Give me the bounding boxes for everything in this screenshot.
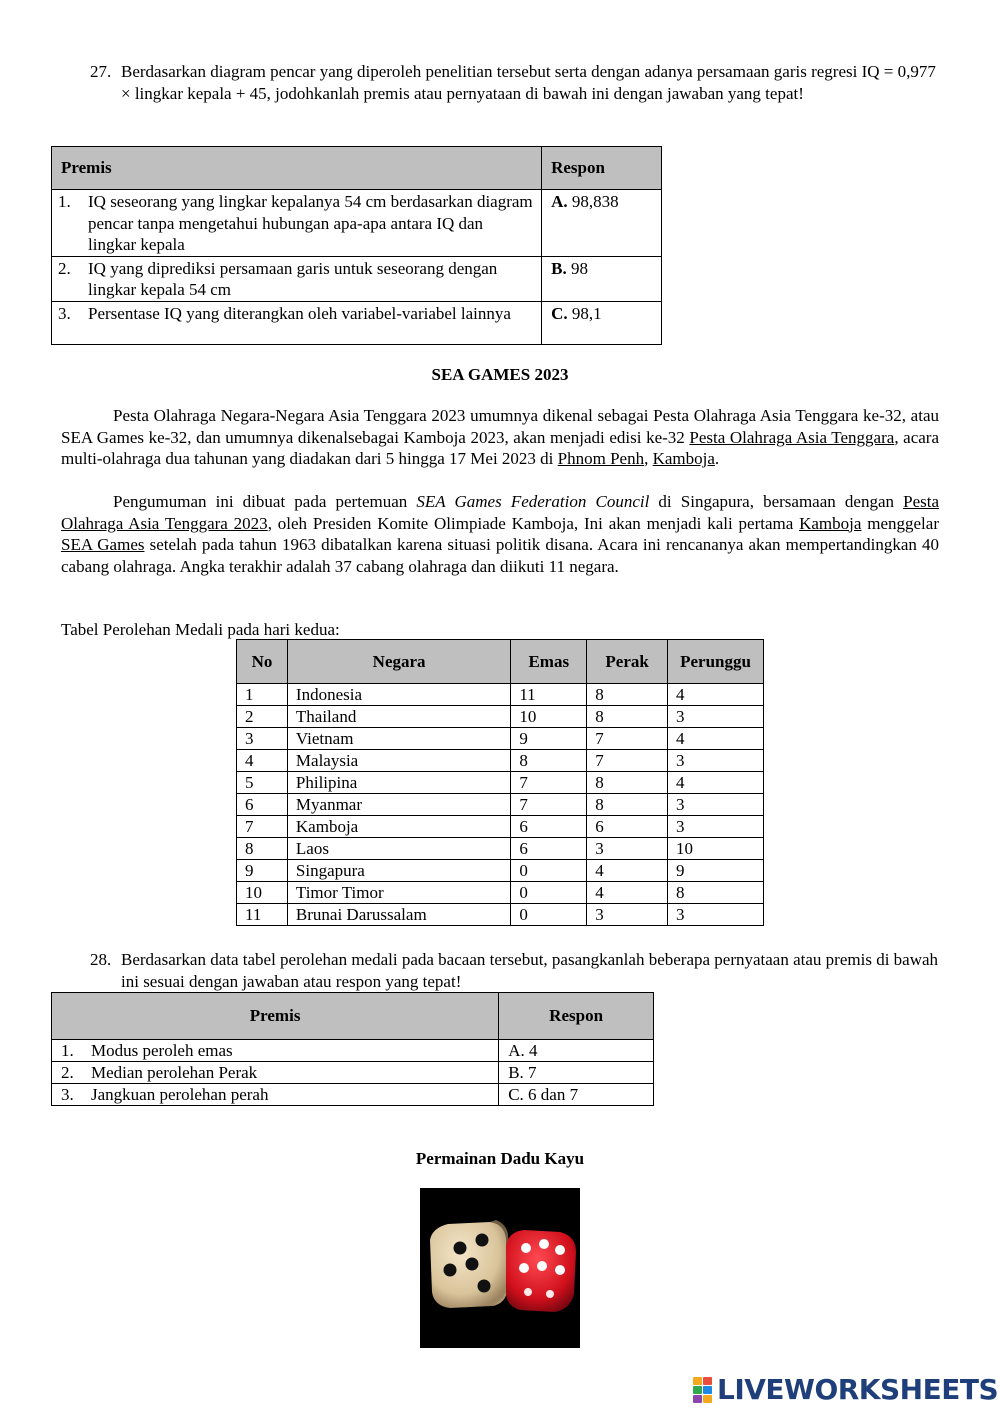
table-header-row	[52, 147, 662, 190]
table-row	[237, 750, 764, 772]
cell-perunggu: 4	[668, 684, 764, 706]
cell-perunggu: 10	[668, 838, 764, 860]
table-label: Tabel Perolehan Medali pada hari kedua:	[61, 620, 340, 639]
link-phnom-penh[interactable]: Phnom Penh	[557, 449, 645, 468]
respon-cell[interactable]: A. 4	[499, 1040, 654, 1062]
cell-no: 2	[237, 706, 288, 728]
respon-cell[interactable]	[542, 190, 662, 257]
premis-number: 2.	[58, 258, 71, 278]
premis-text: Jangkuan perolehan perah	[91, 1085, 269, 1104]
cell-perunggu: 3	[668, 904, 764, 926]
red-die	[506, 1230, 576, 1312]
premis-number: 1.	[61, 1041, 74, 1060]
matching-table-27	[51, 146, 662, 345]
logo-tile	[703, 1395, 712, 1403]
premis-cell	[52, 1062, 499, 1084]
cell-perak: 8	[587, 706, 668, 728]
cell-perunggu: 3	[668, 816, 764, 838]
text-run: Pengumuman ini dibuat pada pertemuan	[113, 492, 417, 511]
respon-value: 98,838	[571, 192, 619, 211]
table-row	[237, 816, 764, 838]
wooden-die	[430, 1220, 510, 1308]
cell-emas: 11	[511, 684, 587, 706]
text-run: , oleh Presiden Komite Olimpiade Kamboja, Ini akan menjadi kali pertama	[267, 513, 800, 533]
text-run: setelah pada tahun 1963 dibatalkan karena situasi politik disana. Acara ini rencananya akan mempertandingkan 40 cabang olahraga. Angka terakhir adalah 37 cabang olahraga dan diikuti 11 negara.	[61, 535, 939, 576]
cell-perak: 3	[587, 904, 668, 926]
cell-no: 10	[237, 882, 288, 904]
premis-cell	[52, 190, 542, 257]
cell-perak: 8	[587, 794, 668, 816]
cell-negara: Myanmar	[287, 794, 510, 816]
header-no: No	[237, 640, 288, 684]
cell-no: 9	[237, 860, 288, 882]
cell-no: 4	[237, 750, 288, 772]
cell-negara: Kamboja	[287, 816, 510, 838]
respon-cell[interactable]	[542, 301, 662, 344]
cell-negara: Philipina	[287, 772, 510, 794]
cell-negara: Singapura	[287, 860, 510, 882]
cell-perunggu: 4	[668, 728, 764, 750]
premis-number: 2.	[61, 1063, 74, 1082]
premis-cell	[52, 1040, 499, 1062]
cell-perak: 4	[587, 860, 668, 882]
question-27	[90, 61, 940, 104]
cell-perunggu: 8	[668, 882, 764, 904]
text-run: , acara multi-olahraga dua tahunan yang diadakan dari 5 hingga 17 Mei 2023 di	[61, 427, 940, 468]
link-pesta-olahraga-2023[interactable]: Pesta Olahraga Asia Tenggara 2023	[61, 492, 939, 533]
link-pesta-olahraga[interactable]: Pesta Olahraga Asia Tenggara	[689, 427, 895, 447]
question-text: Berdasarkan diagram pencar yang diperoleh penelitian tersebut serta dengan adanya persamaan garis regresi IQ = 0,977 × lingkar kepala + 45, jodohkanlah premis atau pernyataan di bawah ini dengan jawaban yang tepat!	[121, 62, 936, 103]
header-premis: Premis	[52, 147, 542, 190]
cell-no: 11	[237, 904, 288, 926]
cell-no: 7	[237, 816, 288, 838]
respon-letter: C.	[551, 303, 568, 323]
table-row	[237, 904, 764, 926]
cell-negara: Indonesia	[287, 684, 510, 706]
logo-tile	[703, 1377, 712, 1385]
table-row	[52, 301, 662, 344]
premis-cell	[52, 1084, 499, 1106]
header-respon: Respon	[542, 147, 662, 190]
question-number: 27.	[90, 62, 112, 81]
cell-emas: 0	[511, 860, 587, 882]
text-run: di Singapura, bersamaan dengan	[649, 492, 904, 511]
text-run: menggelar	[861, 513, 939, 533]
premis-number: 3.	[61, 1085, 74, 1104]
respon-letter: A.	[551, 192, 568, 211]
cell-perunggu: 3	[668, 794, 764, 816]
dice-illustration	[420, 1188, 580, 1348]
text-run: ,	[644, 449, 653, 468]
respon-cell[interactable]	[542, 256, 662, 301]
cell-no: 1	[237, 684, 288, 706]
header-emas: Emas	[511, 640, 587, 684]
premis-cell	[52, 301, 542, 344]
cell-no: 5	[237, 772, 288, 794]
link-sea-games[interactable]: SEA Games	[61, 535, 145, 554]
premis-text: IQ seseorang yang lingkar kepalanya 54 cm berdasarkan diagram pencar tanpa mengetahui hubungan apa-apa antara IQ dan lingkar kepala	[88, 192, 533, 254]
cell-no: 6	[237, 794, 288, 816]
section-title: SEA GAMES 2023	[431, 365, 569, 384]
text-run: Pesta Olahraga Negara-Negara Asia Tenggara 2023 umumnya dikenal sebagai Pesta Olahraga Asia Tenggara ke-32, atau SEA Games ke-32, dan umumnya dikenalsebagai Kamboja 2023, akan menjadi edisi ke-32	[61, 406, 939, 447]
logo-tile	[703, 1386, 712, 1394]
logo-tile	[693, 1386, 702, 1394]
table-row	[237, 882, 764, 904]
link-kamboja[interactable]: Kamboja	[652, 449, 715, 468]
cell-perak: 7	[587, 728, 668, 750]
premis-text: Persentase IQ yang diterangkan oleh variabel-variabel lainnya	[88, 303, 511, 323]
respon-value: 98,1	[571, 303, 602, 323]
table-row	[237, 728, 764, 750]
cell-emas: 8	[511, 750, 587, 772]
cell-perak: 8	[587, 772, 668, 794]
table-row	[237, 706, 764, 728]
brand-watermark	[693, 1373, 998, 1407]
paragraph	[61, 405, 939, 470]
cell-negara: Laos	[287, 838, 510, 860]
question-text: Berdasarkan data tabel perolehan medali pada bacaan tersebut, pasangkanlah beberapa pernyataan atau premis di bawah ini sesuai dengan jawaban atau respon yang tepat!	[121, 950, 939, 991]
liveworksheets-logo-icon	[693, 1377, 713, 1403]
cell-emas: 0	[511, 882, 587, 904]
text-run: .	[714, 449, 720, 468]
table-row	[52, 256, 662, 301]
table-row	[237, 772, 764, 794]
emphasis-text: SEA Games Federation Council	[416, 492, 650, 511]
cell-perunggu: 4	[668, 772, 764, 794]
table-row	[52, 1084, 654, 1106]
cell-perak: 7	[587, 750, 668, 772]
section-title: Permainan Dadu Kayu	[415, 1149, 585, 1168]
header-respon: Respon	[499, 993, 654, 1040]
respon-letter: B.	[551, 258, 567, 278]
cell-perunggu: 9	[668, 860, 764, 882]
cell-perak: 6	[587, 816, 668, 838]
header-perak: Perak	[587, 640, 668, 684]
matching-table-28	[51, 992, 654, 1106]
cell-perak: 4	[587, 882, 668, 904]
cell-no: 3	[237, 728, 288, 750]
cell-emas: 10	[511, 706, 587, 728]
medal-table	[236, 639, 764, 926]
cell-emas: 6	[511, 838, 587, 860]
table-row	[237, 794, 764, 816]
cell-negara: Brunai Darussalam	[287, 904, 510, 926]
cell-negara: Malaysia	[287, 750, 510, 772]
link-kamboja[interactable]: Kamboja	[799, 513, 862, 533]
cell-emas: 9	[511, 728, 587, 750]
header-negara: Negara	[287, 640, 510, 684]
question-number: 28.	[90, 950, 112, 969]
table-row	[52, 1062, 654, 1084]
cell-no: 8	[237, 838, 288, 860]
premis-number: 1.	[58, 192, 71, 211]
cell-emas: 6	[511, 816, 587, 838]
table-row	[237, 860, 764, 882]
cell-negara: Thailand	[287, 706, 510, 728]
table-header-row	[52, 993, 654, 1040]
table-row	[52, 1040, 654, 1062]
premis-text: Median perolehan Perak	[91, 1063, 258, 1082]
table-row	[237, 838, 764, 860]
cell-perak: 3	[587, 838, 668, 860]
paragraph	[61, 491, 939, 577]
header-premis: Premis	[52, 993, 499, 1040]
premis-text: Modus peroleh emas	[91, 1041, 233, 1060]
table-header-row	[237, 640, 764, 684]
premis-cell	[52, 256, 542, 301]
cell-negara: Timor Timor	[287, 882, 510, 904]
table-row	[237, 684, 764, 706]
cell-perunggu: 3	[668, 750, 764, 772]
dice-image	[420, 1188, 580, 1348]
cell-perunggu: 3	[668, 706, 764, 728]
table-row	[52, 190, 662, 257]
respon-cell[interactable]: C. 6 dan 7	[499, 1084, 654, 1106]
cell-perak: 8	[587, 684, 668, 706]
respon-value: 98	[570, 258, 588, 278]
brand-name: LIVEWORKSHEETS	[717, 1373, 999, 1407]
premis-text: IQ yang diprediksi persamaan garis untuk seseorang dengan lingkar kepala 54 cm	[88, 258, 498, 299]
premis-number: 3.	[58, 303, 71, 323]
question-28	[90, 949, 940, 992]
cell-negara: Vietnam	[287, 728, 510, 750]
logo-tile	[693, 1395, 702, 1403]
header-perunggu: Perunggu	[668, 640, 764, 684]
cell-emas: 7	[511, 772, 587, 794]
logo-tile	[693, 1377, 702, 1385]
cell-emas: 7	[511, 794, 587, 816]
cell-emas: 0	[511, 904, 587, 926]
respon-cell[interactable]: B. 7	[499, 1062, 654, 1084]
